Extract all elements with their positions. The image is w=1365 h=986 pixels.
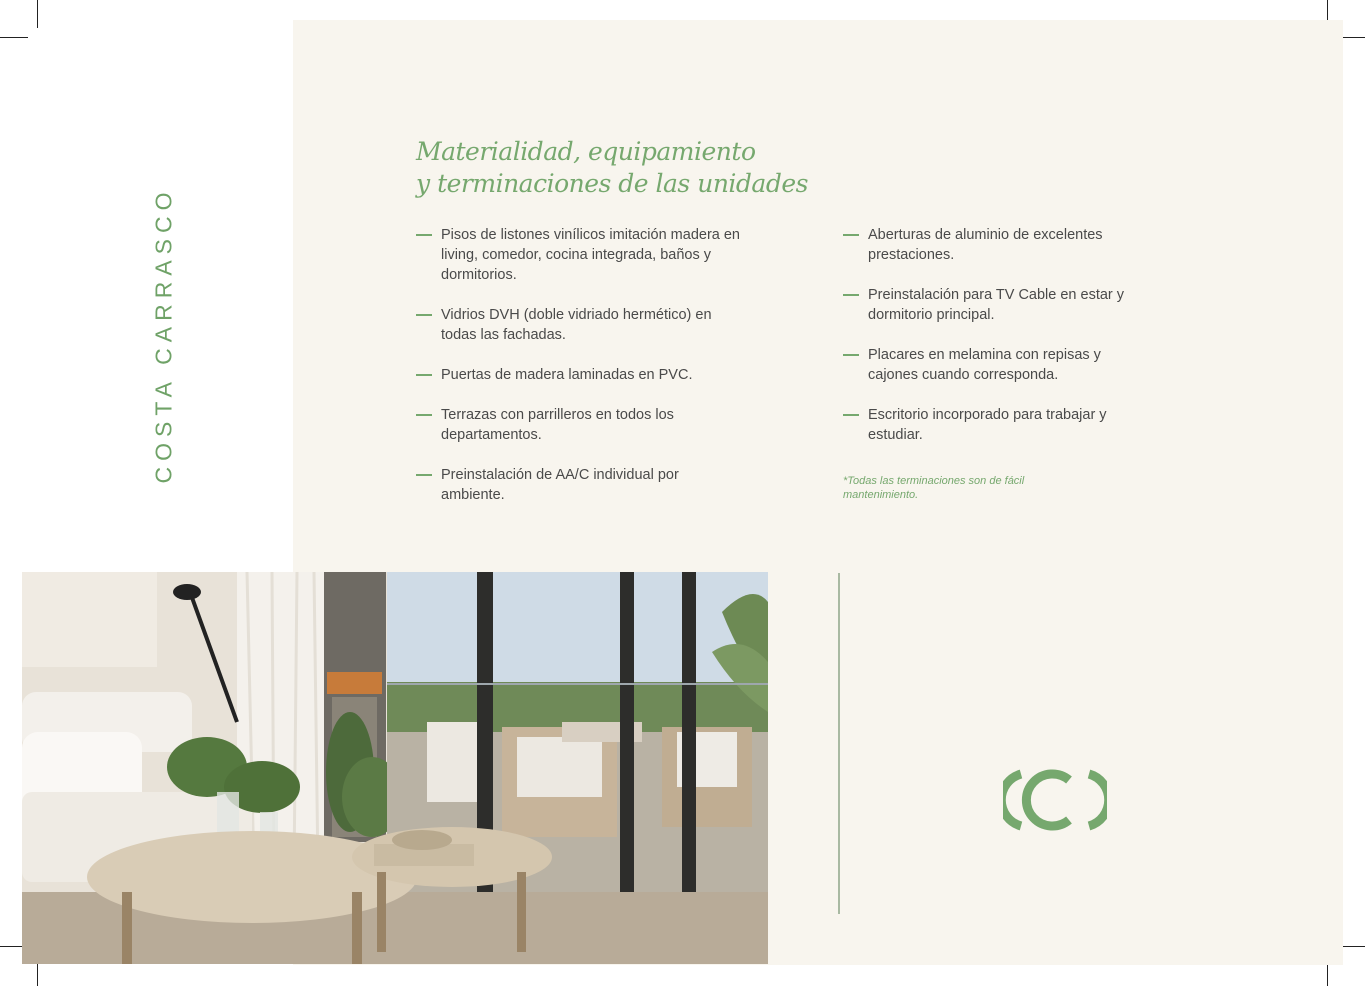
page-title [416, 136, 808, 200]
feature-item [843, 225, 1143, 265]
feature-text: Placares en melamina con repisas y cajones cuando corresponda. [868, 347, 1101, 383]
feature-item [416, 305, 746, 345]
features-left-list [416, 225, 746, 525]
feature-item [843, 405, 1143, 445]
title-line-2: y terminaciones de las unidades [416, 169, 808, 198]
feature-text: Vidrios DVH (doble vidriado hermético) en todas las fachadas. [441, 307, 712, 343]
feature-text: Aberturas de aluminio de excelentes prestaciones. [868, 227, 1103, 263]
dash-bullet-icon [416, 314, 432, 316]
interior-illustration [22, 572, 768, 964]
feature-item [416, 465, 746, 505]
costa-carrasco-logo-icon [1003, 766, 1107, 839]
feature-text: Terrazas con parrilleros en todos los departamentos. [441, 407, 674, 443]
feature-text: Preinstalación para TV Cable en estar y dormitorio principal. [868, 287, 1125, 323]
feature-item [416, 365, 746, 385]
title-line-1: Materialidad, equipamiento [416, 137, 756, 166]
feature-text: Puertas de madera laminadas en PVC. [441, 367, 693, 383]
feature-text: Preinstalación de AA/C individual por ambiente. [441, 467, 679, 503]
dash-bullet-icon [843, 414, 859, 416]
feature-text: Escritorio incorporado para trabajar y estudiar. [868, 407, 1107, 443]
dash-bullet-icon [416, 414, 432, 416]
dash-bullet-icon [416, 234, 432, 236]
dash-bullet-icon [843, 294, 859, 296]
crop-mark [0, 37, 28, 38]
feature-item [416, 225, 746, 285]
features-right-list [843, 225, 1143, 465]
vertical-divider [838, 573, 840, 914]
feature-item [416, 405, 746, 445]
dash-bullet-icon [843, 234, 859, 236]
interior-photo [22, 572, 768, 964]
brand-vertical-name: COSTA CARRASCO [150, 186, 177, 484]
maintenance-note: *Todas las terminaciones son de fácil mantenimiento. [843, 475, 1025, 501]
dash-bullet-icon [416, 474, 432, 476]
dash-bullet-icon [843, 354, 859, 356]
dash-bullet-icon [416, 374, 432, 376]
feature-item [843, 345, 1143, 385]
crop-mark [37, 0, 38, 28]
feature-text: Pisos de listones vinílicos imitación madera en living, comedor, cocina integrada, baños y dormitorios. [441, 227, 740, 283]
feature-item [843, 285, 1143, 325]
